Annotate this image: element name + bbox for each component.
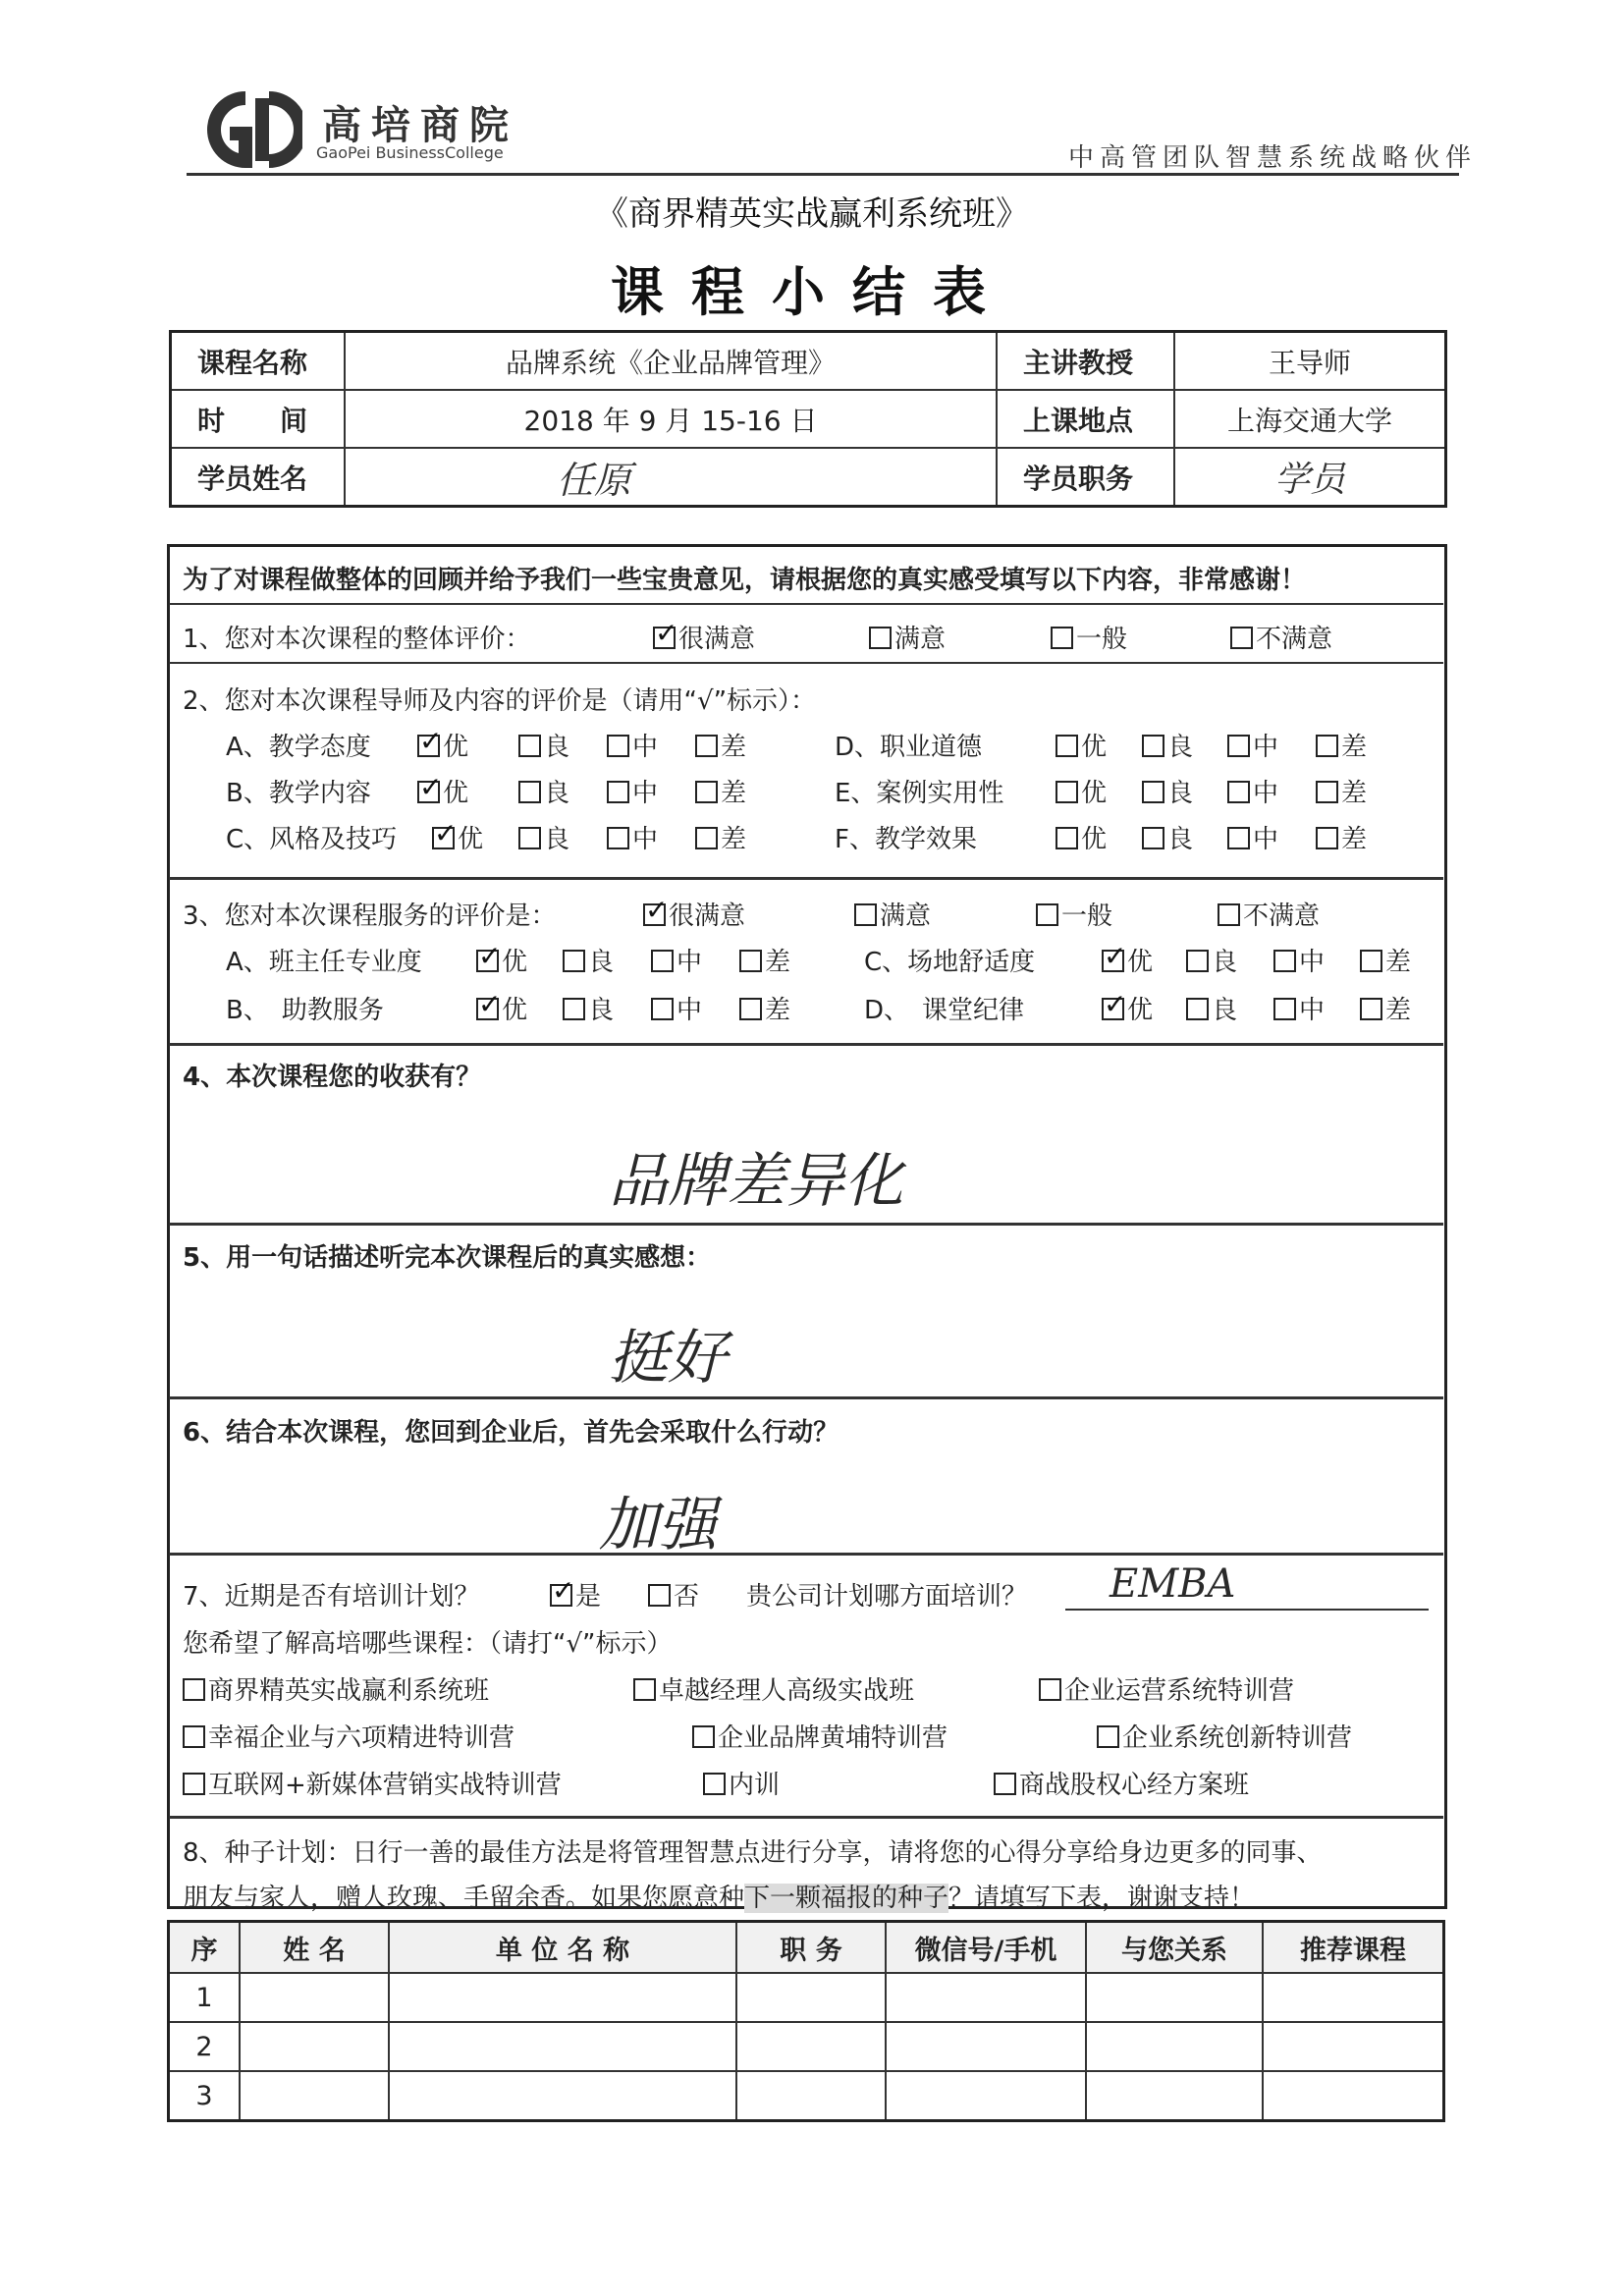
q1-label: 1、您对本次课程的整体评价：	[183, 625, 531, 654]
q3-b-grade-poor[interactable]: 差	[739, 990, 790, 1026]
teacher-value: 王导师	[1174, 332, 1446, 391]
q4-label: 4、本次课程您的收获有？	[183, 1063, 482, 1092]
referral-table	[167, 1920, 1445, 2122]
position-cell[interactable]	[736, 2022, 886, 2071]
wechat-cell[interactable]	[886, 1973, 1086, 2022]
wechat-cell[interactable]	[886, 2071, 1086, 2121]
teacher-label: 主讲教授	[997, 332, 1174, 391]
q2-a-grade-poor[interactable]: 差	[695, 727, 746, 763]
course-option[interactable]: 内训	[703, 1765, 780, 1801]
q3-option-average[interactable]: 一般	[1036, 896, 1112, 932]
time-value: 2018 年 9 月 15-16 日	[345, 390, 997, 448]
wechat-cell[interactable]	[886, 2022, 1086, 2071]
q3-option-very-satisfied[interactable]: ✓ 很满意	[643, 896, 745, 932]
course-option[interactable]: 企业系统创新特训营	[1097, 1718, 1352, 1754]
q7-label: 7、近期是否有培训计划？	[183, 1582, 480, 1612]
course-option[interactable]: 互联网+新媒体营销实战特训营	[183, 1765, 562, 1801]
time-label: 时 间	[171, 390, 346, 448]
q2-a-grade-fair[interactable]: 中	[607, 727, 658, 763]
student-name-label: 学员姓名	[171, 448, 346, 507]
q7-option-yes[interactable]: ✓ 是	[550, 1576, 601, 1613]
course-option[interactable]: 企业品牌黄埔特训营	[692, 1718, 947, 1754]
q2-b-label: B、教学内容	[226, 779, 371, 808]
course-option[interactable]: 商界精英实战赢利系统班	[183, 1670, 489, 1707]
course-option[interactable]: 企业运营系统特训营	[1039, 1670, 1294, 1707]
intro-text: 为了对课程做整体的回顾并给予我们一些宝贵意见，请根据您的真实感受填写以下内容，非常感谢！	[183, 566, 1307, 595]
q2-b-grade-fair[interactable]: 中	[607, 773, 658, 809]
q2-d-grade-excellent[interactable]: 优	[1056, 727, 1107, 763]
q3-d-grade-excellent[interactable]: ✓ 优	[1102, 990, 1153, 1026]
table-row	[169, 2071, 1444, 2121]
q2-a-grade-excellent[interactable]: ✓ 优	[417, 727, 468, 763]
q2-b-grade-good[interactable]: 良	[518, 773, 569, 809]
form-title: 课程小结表	[611, 261, 1013, 323]
q2-d-grade-poor[interactable]: 差	[1316, 727, 1367, 763]
q3-d-grade-poor[interactable]: 差	[1360, 990, 1411, 1026]
venue-value: 上海交通大学	[1174, 390, 1446, 448]
q3-b-grade-excellent[interactable]: ✓ 优	[476, 990, 527, 1026]
company-cell[interactable]	[389, 2071, 736, 2121]
q3-a-grade-excellent[interactable]: ✓ 优	[476, 942, 527, 978]
checkbox-checked-icon[interactable]	[653, 627, 676, 649]
logo-text-en: GaoPei BusinessCollege	[316, 143, 504, 162]
q3-a-grade-poor[interactable]: 差	[739, 942, 790, 978]
q3-d-grade-good[interactable]: 良	[1186, 990, 1237, 1026]
q3-option-unsatisfied[interactable]: 不满意	[1218, 896, 1320, 932]
relation-cell[interactable]	[1086, 1973, 1263, 2022]
q3-b-label: B、 助教服务	[226, 996, 384, 1025]
col-header-position: 职 务	[736, 1922, 886, 1974]
name-cell[interactable]	[240, 1973, 389, 2022]
col-header-name: 姓 名	[240, 1922, 389, 1974]
q7-courses-label: 您希望了解高培哪些课程：（请打“√”标示）	[183, 1629, 673, 1659]
student-position-label: 学员职务	[997, 448, 1174, 507]
col-header-no: 序	[169, 1922, 241, 1974]
q2-d-label: D、职业道德	[835, 733, 983, 762]
q7-plan-label: 贵公司计划哪方面培训？	[746, 1582, 1028, 1612]
q2-f-grade-excellent[interactable]: 优	[1056, 819, 1107, 855]
q7-plan-value[interactable]: EMBA	[1110, 1561, 1236, 1607]
relation-cell[interactable]	[1086, 2022, 1263, 2071]
q3-option-satisfied[interactable]: 满意	[854, 896, 931, 932]
q1-option-average[interactable]: 一般	[1051, 619, 1127, 655]
course-info-table	[169, 330, 1447, 508]
q2-f-grade-good[interactable]: 良	[1142, 819, 1193, 855]
q2-a-label: A、教学态度	[226, 733, 371, 762]
q1-option-satisfied[interactable]: 满意	[869, 619, 946, 655]
q2-b-grade-poor[interactable]: 差	[695, 773, 746, 809]
header-divider	[187, 173, 1459, 176]
q2-c-grade-good[interactable]: 良	[518, 819, 569, 855]
q2-a-grade-good[interactable]: 良	[518, 727, 569, 763]
row-number: 1	[169, 1973, 241, 2022]
row-number: 2	[169, 2022, 241, 2071]
q3-a-grade-good[interactable]: 良	[563, 942, 614, 978]
q3-d-grade-fair[interactable]: 中	[1273, 990, 1325, 1026]
slogan: 中高管团队智慧系统战略伙伴	[1068, 143, 1478, 173]
course-name-value: 品牌系统《企业品牌管理》	[345, 332, 997, 391]
course-option[interactable]: 卓越经理人高级实战班	[633, 1670, 914, 1707]
q3-b-grade-fair[interactable]: 中	[651, 990, 702, 1026]
course-cell[interactable]	[1263, 2071, 1444, 2121]
venue-label: 上课地点	[997, 390, 1174, 448]
q3-a-grade-fair[interactable]: 中	[651, 942, 702, 978]
q2-d-grade-fair[interactable]: 中	[1227, 727, 1278, 763]
relation-cell[interactable]	[1086, 2071, 1263, 2121]
company-cell[interactable]	[389, 2022, 736, 2071]
course-name-label: 课程名称	[171, 332, 346, 391]
q2-e-grade-excellent[interactable]: 优	[1056, 773, 1107, 809]
q2-b-grade-excellent[interactable]: ✓ 优	[417, 773, 468, 809]
q6-answer[interactable]: 加强	[599, 1491, 717, 1559]
company-cell[interactable]	[389, 1973, 736, 2022]
q2-c-grade-fair[interactable]: 中	[607, 819, 658, 855]
row-number: 3	[169, 2071, 241, 2121]
q2-d-grade-good[interactable]: 良	[1142, 727, 1193, 763]
checkbox-icon[interactable]	[1051, 627, 1073, 649]
col-header-company: 单 位 名 称	[389, 1922, 736, 1974]
program-title: 《商界精英实战赢利系统班》	[595, 194, 1029, 234]
student-name-value[interactable]: 任原	[345, 448, 997, 507]
position-cell[interactable]	[736, 1973, 886, 2022]
logo-text-cn: 高培商院	[322, 103, 518, 148]
name-cell[interactable]	[240, 2022, 389, 2071]
q2-f-grade-poor[interactable]: 差	[1316, 819, 1367, 855]
q3-c-label: C、场地舒适度	[864, 948, 1036, 977]
q2-f-grade-fair[interactable]: 中	[1227, 819, 1278, 855]
q3-label: 3、您对本次课程服务的评价是：	[183, 902, 557, 931]
course-cell[interactable]	[1263, 1973, 1444, 2022]
table-row	[169, 1973, 1444, 2022]
q8-text-line1: 8、种子计划：日行一善的最佳方法是将管理智慧点进行分享，请将您的心得分享给身边更多的同事、	[183, 1838, 1323, 1868]
q3-b-grade-good[interactable]: 良	[563, 990, 614, 1026]
q2-label: 2、您对本次课程导师及内容的评价是（请用“√”标示）：	[183, 686, 817, 716]
q2-e-grade-fair[interactable]: 中	[1227, 773, 1278, 809]
q3-d-label: D、 课堂纪律	[864, 996, 1025, 1025]
q3-c-grade-good[interactable]: 良	[1186, 942, 1237, 978]
q1-option-unsatisfied[interactable]: 不满意	[1230, 619, 1332, 655]
q2-c-label: C、风格及技巧	[226, 825, 398, 854]
q2-f-label: F、教学效果	[835, 825, 977, 854]
name-cell[interactable]	[240, 2071, 389, 2121]
checkbox-icon[interactable]	[1230, 627, 1253, 649]
q8-highlight: 下一颗福报的种子	[744, 1884, 949, 1913]
q1-option-very-satisfied[interactable]: ✓ 很满意	[653, 619, 755, 655]
course-option[interactable]: 商战股权心经方案班	[994, 1765, 1249, 1801]
course-cell[interactable]	[1263, 2022, 1444, 2071]
q4-answer[interactable]: 品牌差异化	[609, 1147, 903, 1216]
q7-plan-underline	[1065, 1609, 1429, 1611]
gaopei-logo-icon	[194, 90, 302, 169]
q2-c-grade-poor[interactable]: 差	[695, 819, 746, 855]
q3-c-grade-excellent[interactable]: ✓ 优	[1102, 942, 1153, 978]
col-header-relation: 与您关系	[1086, 1922, 1263, 1974]
q2-e-label: E、案例实用性	[835, 779, 1004, 808]
course-option[interactable]: 幸福企业与六项精进特训营	[183, 1718, 514, 1754]
position-cell[interactable]	[736, 2071, 886, 2121]
q5-answer[interactable]: 挺好	[609, 1324, 727, 1393]
col-header-wechat: 微信号/手机	[886, 1922, 1086, 1974]
q3-c-grade-poor[interactable]: 差	[1360, 942, 1411, 978]
table-row	[169, 2022, 1444, 2071]
q7-option-no[interactable]: 否	[648, 1576, 699, 1613]
col-header-course: 推荐课程	[1263, 1922, 1444, 1974]
q6-label: 6、结合本次课程，您回到企业后，首先会采取什么行动？	[183, 1418, 839, 1448]
q3-c-grade-fair[interactable]: 中	[1273, 942, 1325, 978]
checkbox-icon[interactable]	[869, 627, 892, 649]
q3-a-label: A、班主任专业度	[226, 948, 422, 977]
q8-text-line2: 朋友与家人，赠人玫瑰、手留余香。如果您愿意种下一颗福报的种子？请填写下表，谢谢支持！	[183, 1884, 1256, 1913]
q2-c-grade-excellent[interactable]: ✓ 优	[432, 819, 483, 855]
q5-label: 5、用一句话描述听完本次课程后的真实感想：	[183, 1243, 712, 1273]
q2-e-grade-good[interactable]: 良	[1142, 773, 1193, 809]
q2-e-grade-poor[interactable]: 差	[1316, 773, 1367, 809]
student-position-value[interactable]: 学员	[1174, 448, 1446, 507]
